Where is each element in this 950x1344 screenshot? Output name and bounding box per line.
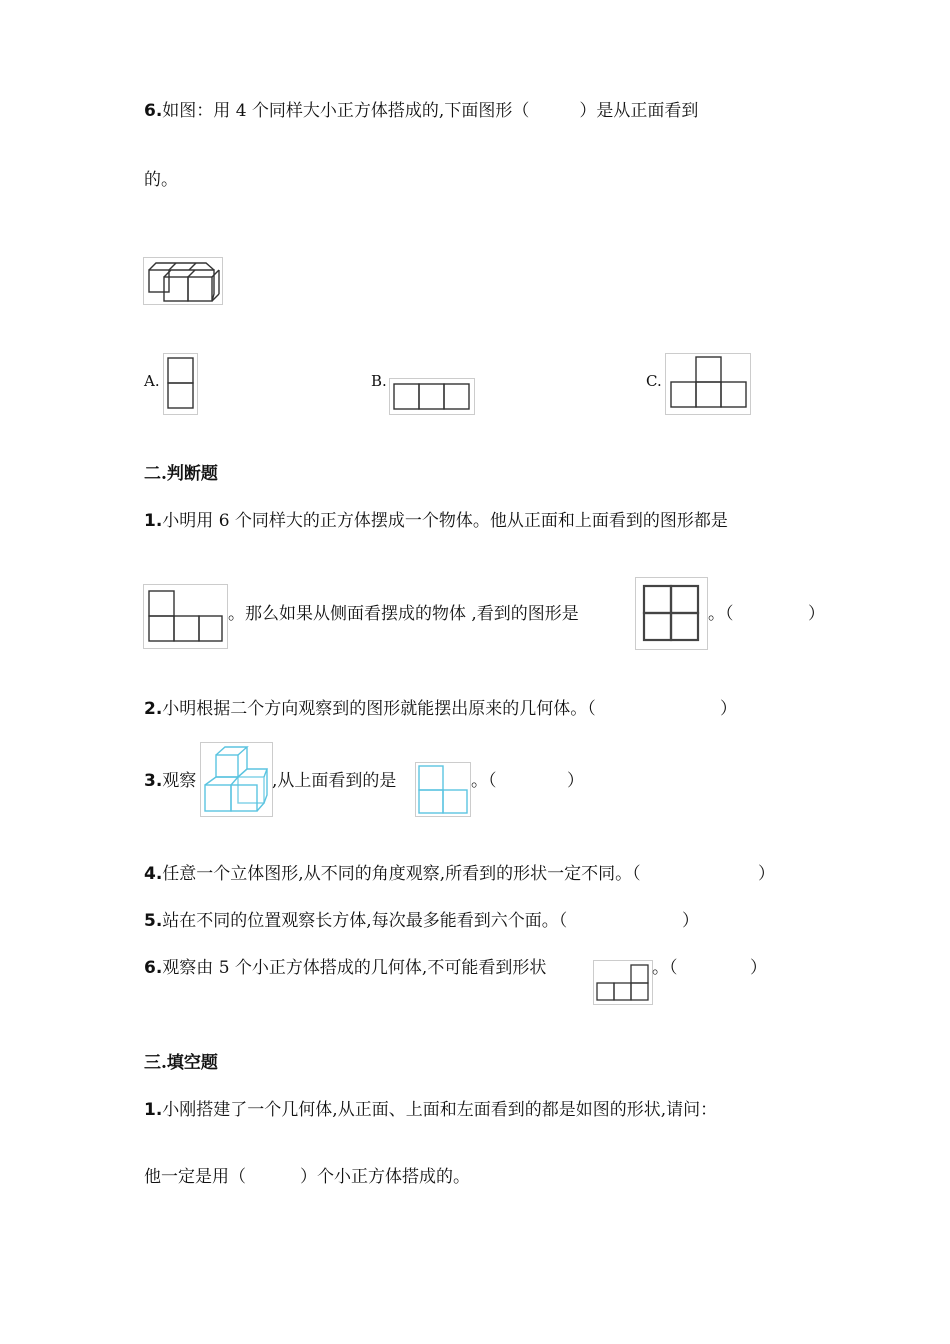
judge-item-4 xyxy=(144,862,641,886)
fill-item-1-line1 xyxy=(144,1098,717,1122)
section-title-fill-blank: 三.填空题 xyxy=(144,1053,218,1073)
answer-paren-close: ） xyxy=(720,699,737,719)
question-text: 如图：用 4 个同样大小正方体搭成的,下面图形（ xyxy=(162,101,530,121)
answer-paren-close: ） xyxy=(750,958,767,978)
question-text: 小明用 6 个同样大的正方体摆成一个物体。他从正面和上面看到的图形都是 xyxy=(162,511,728,531)
square-2x2-figure xyxy=(635,577,708,650)
question-text-cont: ）是从正面看到 xyxy=(579,101,699,121)
judge-item-3-b: ,从上面看到的是 xyxy=(272,771,397,791)
judge-item-1-line1 xyxy=(144,509,728,533)
question-number: 4. xyxy=(144,864,163,884)
question-text: 他一定是用（ xyxy=(144,1167,246,1187)
question-number: 6. xyxy=(144,101,163,121)
question-number: 1. xyxy=(144,1100,163,1120)
question-6-line1 xyxy=(144,99,698,123)
question-text: 站在不同的位置观察长方体,每次最多能看到六个面。（ xyxy=(162,911,568,931)
judge-item-5 xyxy=(144,909,567,933)
answer-paren-open: 。（ xyxy=(471,771,497,791)
question-text: 小明根据二个方向观察到的图形就能摆出原来的几何体。（ xyxy=(162,699,596,719)
cube-stack-figure xyxy=(143,257,223,305)
question-6-line2: 的。 xyxy=(144,170,178,190)
answer-paren-open: 。（ xyxy=(708,604,734,624)
question-number: 5. xyxy=(144,911,163,931)
option-a-figure[interactable] xyxy=(163,353,198,415)
option-a-label: A. xyxy=(144,372,160,390)
answer-paren-close: ） xyxy=(808,604,825,624)
question-number: 1. xyxy=(144,511,163,531)
option-c-figure[interactable] xyxy=(665,353,751,415)
question-text: 观察 xyxy=(162,771,197,791)
judge-item-6 xyxy=(144,956,546,980)
question-text-cont: ）个小正方体搭成的。 xyxy=(300,1167,470,1187)
answer-paren-close: ） xyxy=(567,771,584,791)
question-number: 6. xyxy=(144,958,163,978)
l-shape-figure xyxy=(143,584,228,649)
judge-item-2 xyxy=(144,697,596,721)
judge-item-1-line2: 。那么如果从侧面看摆成的物体 ,看到的图形是 xyxy=(228,604,579,624)
answer-paren-close: ） xyxy=(682,911,699,931)
question-number: 2. xyxy=(144,699,163,719)
fill-item-1-line2 xyxy=(144,1165,470,1189)
answer-paren-open: 。（ xyxy=(652,958,678,978)
answer-paren-close: ） xyxy=(758,864,775,884)
judge-item-3-a xyxy=(144,769,196,793)
question-number: 3. xyxy=(144,771,163,791)
blue-top-view-figure xyxy=(415,762,471,817)
option-c-label: C. xyxy=(646,372,662,390)
shape-figure xyxy=(593,960,653,1005)
blue-cubes-figure xyxy=(200,742,273,817)
option-b-figure[interactable] xyxy=(389,378,475,415)
question-text: 任意一个立体图形,从不同的角度观察,所看到的形状一定不同。（ xyxy=(162,864,641,884)
option-b-label: B. xyxy=(371,372,387,390)
question-text: 小刚搭建了一个几何体,从正面、上面和左面看到的都是如图的形状,请问： xyxy=(162,1100,718,1120)
section-title-judgement: 二.判断题 xyxy=(144,464,218,484)
question-text: 观察由 5 个小正方体搭成的几何体,不可能看到形状 xyxy=(162,958,547,978)
